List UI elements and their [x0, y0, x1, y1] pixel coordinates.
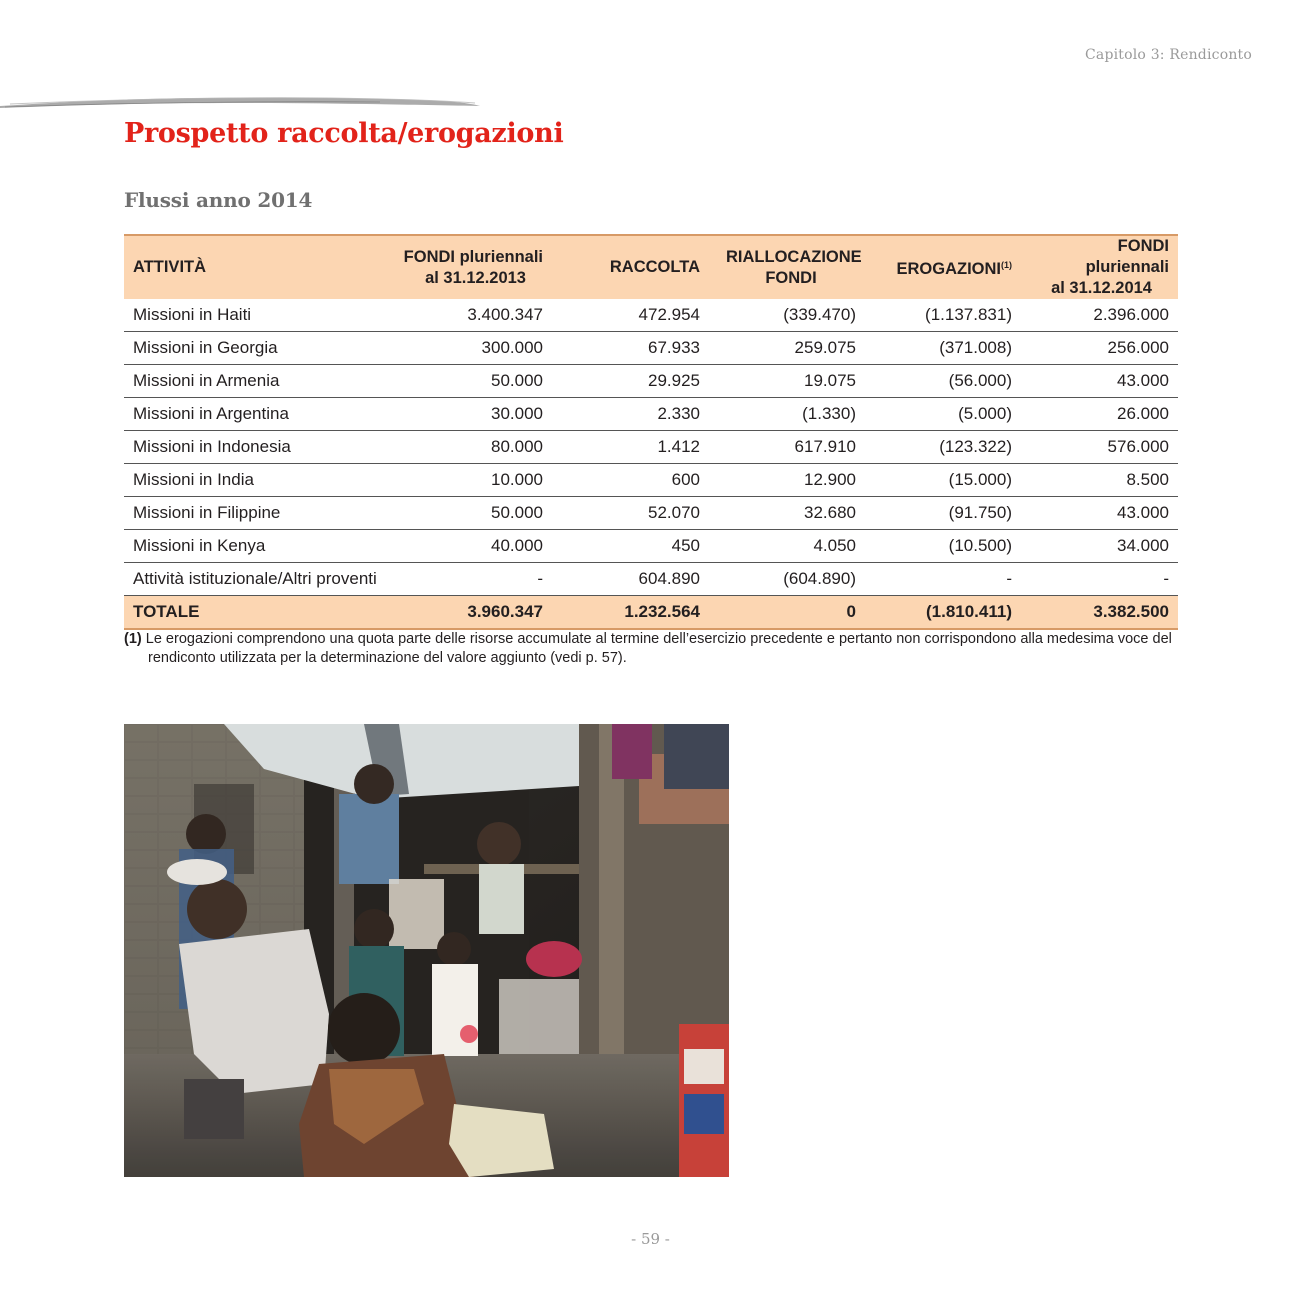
- funds-2014-cell: 34.000: [1021, 530, 1178, 563]
- header-activity: ATTIVITÀ: [124, 235, 387, 299]
- flows-table: [124, 234, 1178, 630]
- activity-cell: Missioni in Argentina: [124, 398, 387, 431]
- funds-2014-cell: 2.396.000: [1021, 299, 1178, 332]
- funds-2014-cell: 576.000: [1021, 431, 1178, 464]
- activity-cell: Missioni in Kenya: [124, 530, 387, 563]
- funds-2013-cell: 10.000: [387, 464, 552, 497]
- brush-stroke-decoration: [0, 94, 480, 112]
- header-raccolta: RACCOLTA: [552, 235, 709, 299]
- funds-2014-cell: 43.000: [1021, 365, 1178, 398]
- table-row: [124, 497, 1178, 530]
- funds-2014-cell: 256.000: [1021, 332, 1178, 365]
- page-title: Prospetto raccolta/erogazioni: [124, 118, 564, 149]
- funds-2014-cell: 26.000: [1021, 398, 1178, 431]
- footnote: [124, 630, 1178, 668]
- footnote-line-1: Le erogazioni comprendono una quota parte delle risorse accumulate al termine dell’esercizio precedente e pertanto non corrispondono alla medesima voce del: [145, 631, 1172, 647]
- table-row: [124, 431, 1178, 464]
- total-erogazioni-cell: (1.810.411): [865, 596, 1021, 630]
- total-funds-2014-cell: 3.382.500: [1021, 596, 1178, 630]
- riallocazione-cell: (1.330): [709, 398, 865, 431]
- funds-2013-cell: 50.000: [387, 497, 552, 530]
- header-funds-2014: FONDI pluriennali al 31.12.2014: [1021, 235, 1178, 299]
- erogazioni-cell: (5.000): [865, 398, 1021, 431]
- erogazioni-cell: (15.000): [865, 464, 1021, 497]
- raccolta-cell: 604.890: [552, 563, 709, 596]
- raccolta-cell: 29.925: [552, 365, 709, 398]
- erogazioni-cell: (123.322): [865, 431, 1021, 464]
- raccolta-cell: 2.330: [552, 398, 709, 431]
- chapter-header: Capitolo 3: Rendiconto: [1084, 47, 1252, 63]
- raccolta-cell: 600: [552, 464, 709, 497]
- raccolta-cell: 472.954: [552, 299, 709, 332]
- erogazioni-cell: (10.500): [865, 530, 1021, 563]
- activity-cell: Missioni in Filippine: [124, 497, 387, 530]
- activity-cell: Missioni in Indonesia: [124, 431, 387, 464]
- table-row: [124, 563, 1178, 596]
- header-funds-2013: FONDI pluriennali al 31.12.2013: [387, 235, 552, 299]
- footnote-line-2: rendiconto utilizzata per la determinazione del valore aggiunto (vedi p. 57).: [148, 650, 627, 666]
- footnote-ref: (1): [1001, 260, 1012, 270]
- footnote-marker: (1): [124, 631, 142, 647]
- header-riallocazione: RIALLOCAZIONE FONDI: [709, 235, 865, 299]
- funds-2013-cell: -: [387, 563, 552, 596]
- funds-2013-cell: 80.000: [387, 431, 552, 464]
- riallocazione-cell: 12.900: [709, 464, 865, 497]
- table-row: [124, 530, 1178, 563]
- activity-cell: Attività istituzionale/Altri proventi: [124, 563, 387, 596]
- riallocazione-cell: 32.680: [709, 497, 865, 530]
- total-raccolta-cell: 1.232.564: [552, 596, 709, 630]
- activity-cell: Missioni in Georgia: [124, 332, 387, 365]
- table-row: [124, 332, 1178, 365]
- riallocazione-cell: 19.075: [709, 365, 865, 398]
- table-row: [124, 464, 1178, 497]
- funds-2013-cell: 40.000: [387, 530, 552, 563]
- erogazioni-cell: (56.000): [865, 365, 1021, 398]
- raccolta-cell: 450: [552, 530, 709, 563]
- table-row: [124, 365, 1178, 398]
- funds-2013-cell: 30.000: [387, 398, 552, 431]
- page-number: - 59 -: [631, 1230, 670, 1248]
- riallocazione-cell: 4.050: [709, 530, 865, 563]
- funds-2013-cell: 50.000: [387, 365, 552, 398]
- table-row: [124, 398, 1178, 431]
- erogazioni-cell: (91.750): [865, 497, 1021, 530]
- raccolta-cell: 1.412: [552, 431, 709, 464]
- activity-cell: Missioni in Armenia: [124, 365, 387, 398]
- total-funds-2013-cell: 3.960.347: [387, 596, 552, 630]
- table-row: [124, 299, 1178, 332]
- erogazioni-cell: (371.008): [865, 332, 1021, 365]
- activity-cell: Missioni in India: [124, 464, 387, 497]
- section-subtitle: Flussi anno 2014: [124, 188, 313, 212]
- riallocazione-cell: (604.890): [709, 563, 865, 596]
- total-riallocazione-cell: 0: [709, 596, 865, 630]
- table-header-row: [124, 235, 1178, 299]
- activity-cell: Missioni in Haiti: [124, 299, 387, 332]
- total-row: [124, 596, 1178, 630]
- header-erogazioni: EROGAZIONI$^{(1)}$: [865, 235, 1021, 299]
- total-activity-cell: TOTALE: [124, 596, 387, 630]
- riallocazione-cell: 617.910: [709, 431, 865, 464]
- haiti-market-photo: [124, 724, 729, 1177]
- raccolta-cell: 67.933: [552, 332, 709, 365]
- funds-2013-cell: 3.400.347: [387, 299, 552, 332]
- erogazioni-cell: -: [865, 563, 1021, 596]
- funds-2014-cell: 43.000: [1021, 497, 1178, 530]
- riallocazione-cell: 259.075: [709, 332, 865, 365]
- raccolta-cell: 52.070: [552, 497, 709, 530]
- erogazioni-cell: (1.137.831): [865, 299, 1021, 332]
- funds-2014-cell: 8.500: [1021, 464, 1178, 497]
- funds-2014-cell: -: [1021, 563, 1178, 596]
- funds-2013-cell: 300.000: [387, 332, 552, 365]
- riallocazione-cell: (339.470): [709, 299, 865, 332]
